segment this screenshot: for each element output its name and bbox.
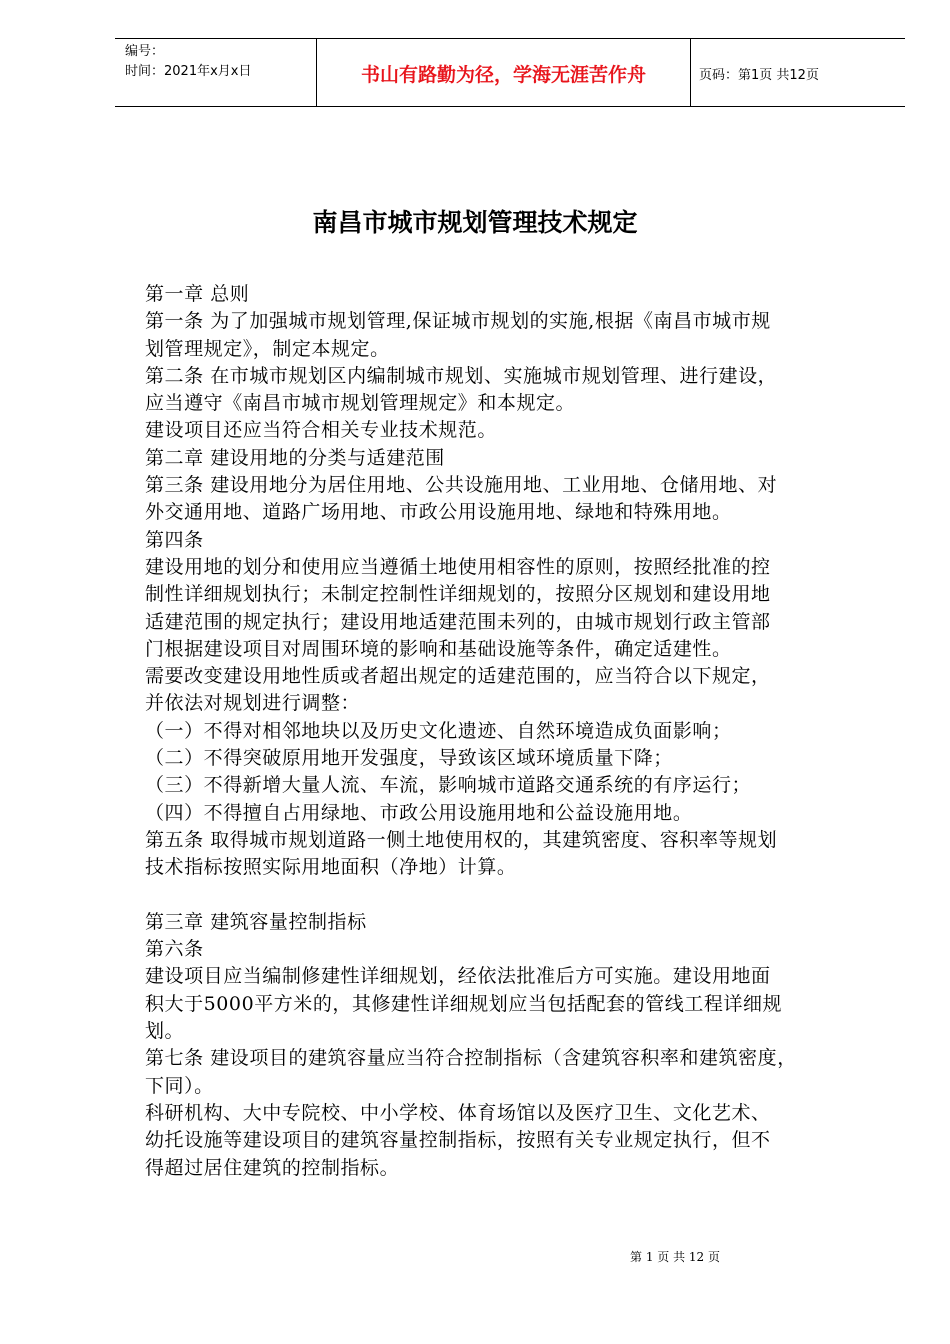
blank-line <box>145 882 885 909</box>
text-line: （一）不得对相邻地块以及历史文化遗迹、自然环境造成负面影响； <box>145 719 732 742</box>
page-header <box>115 38 905 108</box>
text-line: 第一章 总则 <box>145 283 250 305</box>
text-line: 划。 <box>145 1020 185 1043</box>
text-line: 第四条 <box>145 528 204 551</box>
document-body <box>145 281 885 1182</box>
number-label: 编号： <box>125 44 165 59</box>
text-line: 建设项目应当编制修建性详细规划，经依法批准后方可实施。建设用地面 <box>145 965 771 988</box>
text-line: 科研机构、大中专院校、中小学校、体育场馆以及医疗卫生、文化艺术、 <box>145 1101 771 1124</box>
text-line: 第三章 建筑容量控制指标 <box>145 910 367 933</box>
header-meta <box>125 42 251 82</box>
header-motto: 书山有路勤为径，学海无涯苦作舟 <box>360 64 646 86</box>
text-line: 第一条 为了加强城市规划管理,保证城市规划的实施,根据《南昌市城市规 <box>145 310 771 333</box>
page-footer: 第 1 页 共 12 页 <box>630 1250 720 1264</box>
header-bottom-rule <box>115 106 905 107</box>
header-top-rule <box>115 38 905 39</box>
text-line: 外交通用地、道路广场用地、市政公用设施用地、绿地和特殊用地。 <box>145 501 732 524</box>
text-line: 得超过居住建筑的控制指标。 <box>145 1156 400 1179</box>
text-line: 需要改变建设用地性质或者超出规定的适建范围的，应当符合以下规定， <box>145 665 771 688</box>
text-line: （二）不得突破原用地开发强度，导致该区域环境质量下降； <box>145 747 673 770</box>
text-line: 适建范围的规定执行；建设用地适建范围未列的，由城市规划行政主管部 <box>145 610 771 633</box>
text-line: 建设用地的划分和使用应当遵循土地使用相容性的原则，按照经批准的控 <box>145 555 771 578</box>
text-line: 第三条 建设用地分为居住用地、公共设施用地、工业用地、仓储用地、对 <box>145 474 778 497</box>
text-line: 第六条 <box>145 938 204 961</box>
text-line: 门根据建设项目对周围环境的影响和基础设施等条件，确定适建性。 <box>145 637 732 660</box>
text-line: 建设项目还应当符合相关专业技术规范。 <box>145 419 497 442</box>
text-line: 划管理规定》，制定本规定。 <box>145 337 390 360</box>
document-title: 南昌市城市规划管理技术规定 <box>312 208 638 237</box>
text-line: 应当遵守《南昌市城市规划管理规定》和本规定。 <box>145 392 576 415</box>
time-label: 时间：2021年x月x日 <box>125 64 252 79</box>
text-line: 制性详细规划执行；未制定控制性详细规划的，按照分区规划和建设用地 <box>145 583 771 606</box>
text-line: 第五条 取得城市规划道路一侧土地使用权的，其建筑密度、容积率等规划 <box>145 828 778 851</box>
text-line: 第二章 建设用地的分类与适建范围 <box>145 446 445 469</box>
text-line: 积大于5000平方米的，其修建性详细规划应当包括配套的管线工程详细规 <box>145 992 783 1015</box>
header-divider-right <box>690 38 691 107</box>
header-page-info: 页码：第1页 共12页 <box>699 68 819 83</box>
text-line: 第七条 建设项目的建筑容量应当符合控制指标（含建筑容积率和建筑密度， <box>145 1047 797 1070</box>
text-line: （四）不得擅自占用绿地、市政公用设施用地和公益设施用地。 <box>145 801 693 824</box>
text-line: 技术指标按照实际用地面积（净地）计算。 <box>145 856 517 879</box>
text-line: 下同）。 <box>145 1074 214 1097</box>
text-line: （三）不得新增大量人流、车流，影响城市道路交通系统的有序运行； <box>145 774 752 797</box>
text-line: 并依法对规划进行调整： <box>145 692 361 715</box>
text-line: 第二条 在市城市规划区内编制城市规划、实施城市规划管理、进行建设， <box>145 364 778 387</box>
text-line: 幼托设施等建设项目的建筑容量控制指标，按照有关专业规定执行，但不 <box>145 1129 771 1152</box>
